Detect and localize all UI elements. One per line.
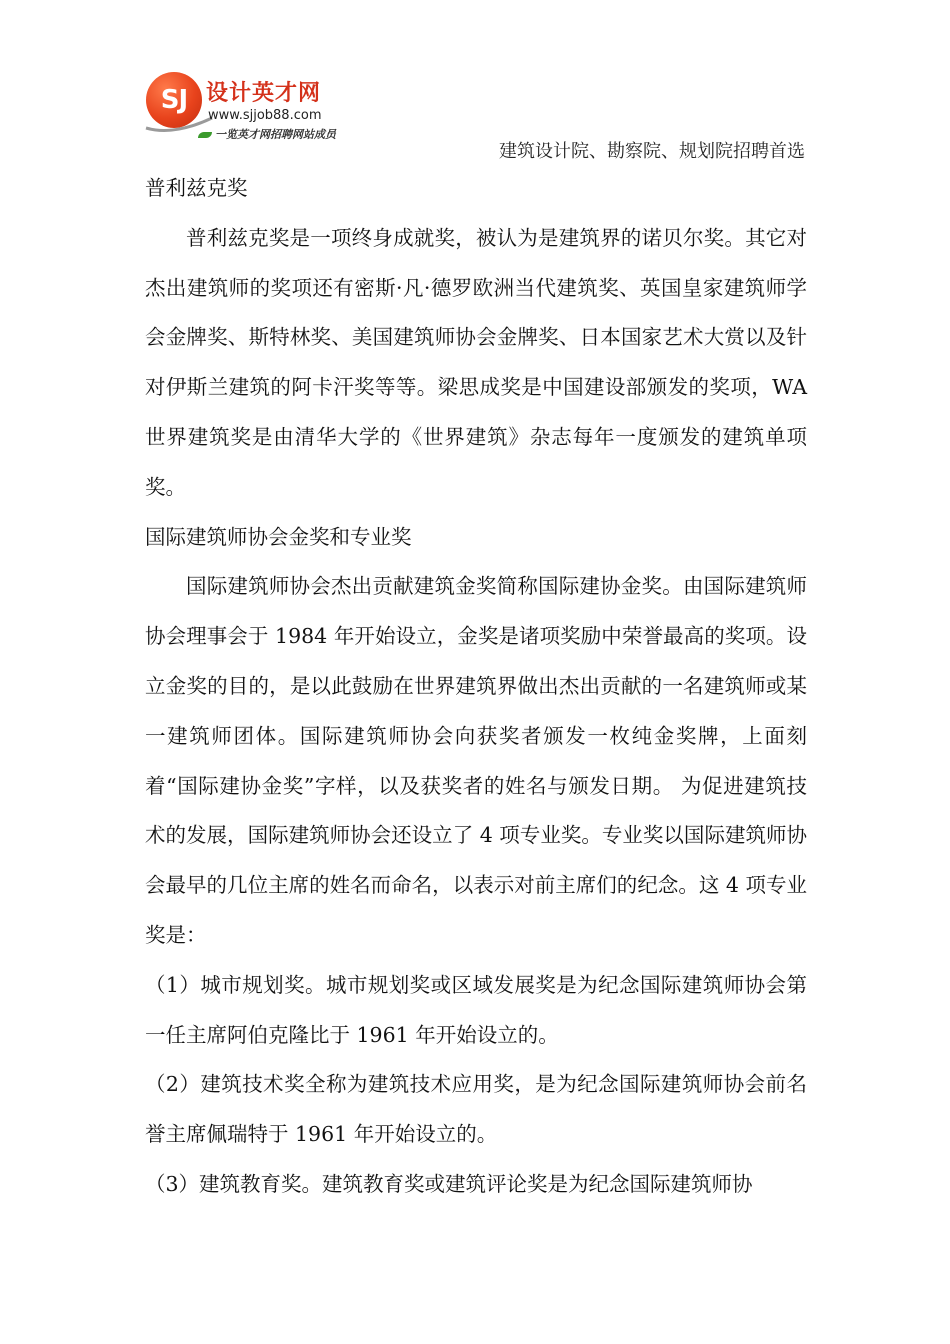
paragraph-uia: 国际建筑师协会杰出贡献建筑金奖简称国际建协金奖。由国际建筑师协会理事会于 1984 年开始设立，金奖是诸项奖励中荣誉最高的奖项。设立金奖的目的，是以此鼓励在世界建筑界做出杰出贡献的一名建筑师或某一建筑师团体。国际建筑师协会向获奖者颁发一枚纯金奖牌，上面刻着“国际建协金奖”字样，以及获奖者的姓名与颁发日期。 为促进建筑技术的发展，国际建筑师协会还设立了 4 项专业奖。专业奖以国际建筑师协会最早的几位主席的姓名而命名，以表示对前主席们的纪念。这 4 项专业奖是： xyxy=(145,574,807,947)
logo-url: www.sjjob88.com xyxy=(208,108,322,123)
logo-slogan-text: 一览英才网招聘网站成员 xyxy=(215,128,336,141)
list-item-urban-planning: （1）城市规划奖。城市规划奖或区域发展奖是为纪念国际建筑师协会第一任主席阿伯克隆比于 1961 年开始设立的。 xyxy=(145,972,807,1047)
list-item-architecture-education: （3）建筑教育奖。建筑教育奖或建筑评论奖是为纪念国际建筑师协 xyxy=(145,1171,753,1196)
leaf-icon xyxy=(198,132,212,138)
section-heading-uia: 国际建筑师协会金奖和专业奖 xyxy=(145,524,412,549)
section-heading-pritzker: 普利兹克奖 xyxy=(145,176,248,200)
page-header xyxy=(0,0,950,170)
logo-slogan xyxy=(198,126,336,142)
paragraph-pritzker: 普利兹克奖是一项终身成就奖，被认为是建筑界的诺贝尔奖。其它对杰出建筑师的奖项还有密斯·凡·德罗欧洲当代建筑奖、英国皇家建筑师学会金牌奖、斯特林奖、美国建筑师协会金牌奖、日本国家艺术大赏以及针对伊斯兰建筑的阿卡汗奖等等。梁思成奖是中国建设部颁发的奖项，WA 世界建筑奖是由清华大学的《世界建筑》杂志每年一度颁发的建筑单项奖。 xyxy=(145,225,807,499)
site-logo[interactable] xyxy=(146,70,366,150)
document-body xyxy=(145,164,807,1210)
logo-mark: SJ xyxy=(146,72,202,128)
header-tagline: 建筑设计院、勘察院、规划院招聘首选 xyxy=(499,141,805,162)
list-item-building-technology: （2）建筑技术奖全称为建筑技术应用奖，是为纪念国际建筑师协会前名誉主席佩瑞特于 1961 年开始设立的。 xyxy=(145,1072,807,1147)
logo-title: 设计英才网 xyxy=(206,81,322,106)
